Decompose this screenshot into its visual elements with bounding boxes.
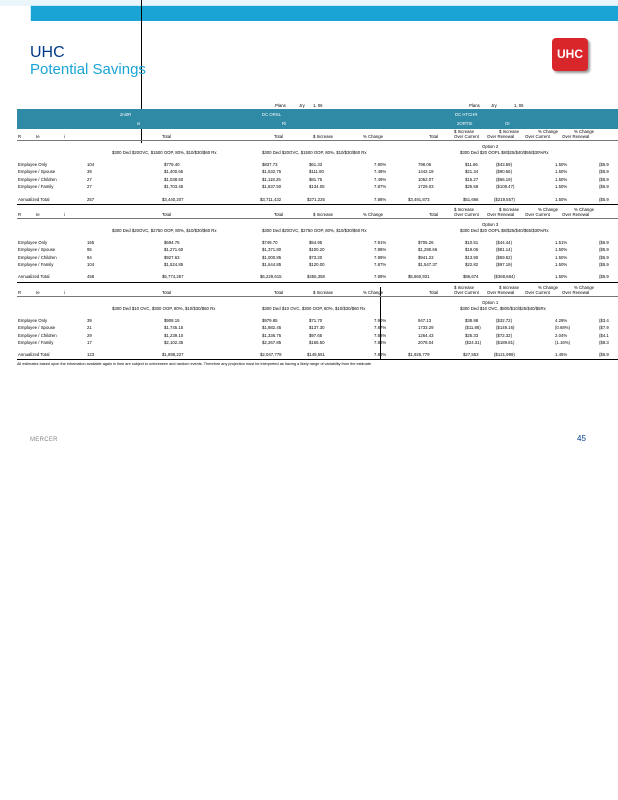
total-cell: $1,925,779	[408, 352, 430, 357]
cell: 2078.04	[418, 340, 434, 345]
total-count: 458	[87, 274, 95, 279]
col-header: Total	[162, 290, 172, 295]
header-band	[17, 109, 618, 129]
total-cell: $1,898,227	[162, 352, 184, 357]
col-header: % Change	[538, 285, 559, 290]
row-label: Employee / Family	[18, 340, 54, 345]
cell: ($72.32)	[496, 333, 513, 338]
cell: ($5.9	[599, 169, 609, 174]
row-label: Employee Only	[18, 162, 48, 167]
total-label: Annualized Total	[18, 274, 50, 279]
col-header: $ Increase	[499, 207, 520, 212]
cell: ($8.3	[599, 340, 609, 345]
cell: $927.63	[164, 255, 180, 260]
cell: 7.89%	[374, 255, 387, 260]
col-header: $ Increase	[313, 134, 334, 139]
plan-description: $300 Ded $20 OOPL $8/$25/$40/$55/$30%Rx	[460, 228, 549, 233]
cell: $908.15	[164, 318, 180, 323]
cell: $1,000.85	[262, 255, 282, 260]
page-number: 45	[577, 434, 586, 443]
total-cell: $2,047,778	[260, 352, 282, 357]
cell: $694.75	[164, 240, 180, 245]
cell: ($5.9	[599, 184, 609, 189]
total-cell: $149,551	[307, 352, 325, 357]
top-label: Plans	[275, 103, 286, 108]
col-header: Over Current	[525, 290, 550, 295]
cell: 1.50%	[555, 255, 568, 260]
plan-description: $300 Ded $10 OVC, $300 OOP, 80%, $10/$30/$60 Rx	[112, 306, 216, 311]
cell: 1733.29	[418, 325, 434, 330]
cell: ($149.16)	[496, 325, 515, 330]
page-subtitle: Potential Savings	[30, 61, 146, 78]
total-cell: ($368,684)	[494, 274, 515, 279]
col-header: Total	[274, 212, 284, 217]
col-header: Over Renewal	[562, 290, 590, 295]
total-cell: ($5.9	[599, 197, 609, 202]
col-header: $ Increase	[313, 212, 334, 217]
row-count: 21	[87, 325, 92, 330]
col-header: $ Increase	[499, 285, 520, 290]
cell: $81.75	[309, 177, 323, 182]
total-cell: 1.45%	[555, 352, 568, 357]
row-label: Employee / Family	[18, 184, 54, 189]
col-header: i	[64, 290, 65, 295]
cell: 7.90%	[374, 162, 387, 167]
cell: $15.27	[465, 177, 479, 182]
col-header: Ie	[36, 134, 40, 139]
row-label: Employee / Spouse	[18, 325, 56, 330]
cell: $941.23	[418, 255, 434, 260]
cell: $165.50	[309, 340, 325, 345]
plan-description: $300 Ded $10 OVC, $300 OOP, 80%, $10/$30/$60 Rx	[262, 306, 366, 311]
cell: $13.90	[465, 255, 479, 260]
col-header: Over Renewal	[487, 134, 515, 139]
cell: $1,271.60	[164, 247, 184, 252]
cell: ($4.1	[599, 333, 609, 338]
cell: $1,532.75	[262, 169, 282, 174]
col-header: Over Current	[454, 290, 479, 295]
col-header: i	[64, 212, 65, 217]
total-label: Annualized Total	[18, 197, 50, 202]
total-cell: $3,491,873	[408, 197, 430, 202]
cell: $1,524.85	[164, 262, 184, 267]
cell: $1,118.25	[262, 177, 281, 182]
col-header: % Change	[363, 212, 384, 217]
cell: 1.50%	[555, 262, 568, 267]
cell: $1,290.66	[418, 247, 438, 252]
row-label: Employee / Children	[18, 333, 57, 338]
row-count: 29	[87, 333, 92, 338]
cell: ($7.9	[599, 325, 609, 330]
cell: 7.87%	[374, 262, 387, 267]
row-count: 27	[87, 184, 92, 189]
cell: ($90.56)	[496, 169, 513, 174]
row-count: 27	[87, 177, 92, 182]
cell: $38.98	[465, 318, 479, 323]
col-header: Ie	[36, 290, 40, 295]
cell: $705.26	[418, 240, 434, 245]
cell: ($5.9	[599, 262, 609, 267]
top-banner-accent	[30, 5, 618, 21]
row-rule	[17, 296, 618, 297]
col-header: R	[18, 290, 22, 295]
cell: 7.90%	[374, 318, 387, 323]
col-header: Total	[274, 290, 284, 295]
cell: ($5.9	[599, 255, 609, 260]
total-count: 123	[87, 352, 95, 357]
col-header: Total	[162, 212, 172, 217]
cell: 4.29%	[555, 318, 568, 323]
total-cell: ($121,999)	[494, 352, 515, 357]
section-rule	[17, 204, 618, 205]
cell: $1,745.15	[164, 325, 184, 330]
total-cell: ($219,557)	[494, 197, 515, 202]
band-label: 2ORTSI	[457, 121, 473, 126]
section-rule	[17, 359, 618, 360]
col-header: % Change	[538, 207, 559, 212]
band-label: Ri	[282, 121, 287, 126]
col-header: % Change	[574, 207, 595, 212]
col-header: Total	[162, 134, 172, 139]
cell: ($24.31)	[465, 340, 482, 345]
cell: 1.50%	[555, 184, 568, 189]
cell: $2,267.85	[262, 340, 282, 345]
total-cell: $455,358	[307, 274, 325, 279]
cell: ($32.72)	[496, 318, 513, 323]
total-cell: 7.88%	[374, 352, 387, 357]
cell: 7.87%	[374, 325, 387, 330]
total-cell: ($5.9	[599, 352, 609, 357]
total-cell: $5,774,257	[162, 274, 184, 279]
band-label: 2ni0R	[120, 112, 132, 117]
cell: 1052.07	[418, 177, 434, 182]
disclaimer-footnote: All estimates based upon the information available again in time are subject to unforeseen and random events. Therefore any projection must be interpreted as having a likely range of variability from the estimate.	[17, 362, 372, 366]
col-header: Ie	[36, 212, 40, 217]
savings-table	[17, 103, 618, 360]
cell: $11.66	[465, 162, 478, 167]
row-count: 165	[87, 240, 95, 245]
col-header: Over Renewal	[487, 290, 515, 295]
col-header: % Change	[574, 129, 595, 134]
total-cell: $51,666	[463, 197, 479, 202]
col-header: Over Renewal	[562, 212, 590, 217]
cell: ($81.14)	[496, 247, 513, 252]
cell: $1,882.45	[262, 325, 282, 330]
cell: $19.06	[465, 247, 479, 252]
total-label: Annualized Total	[18, 352, 50, 357]
section-rule	[17, 282, 618, 283]
uhc-logo: UHC	[552, 38, 588, 71]
cell: $1,239.10	[164, 333, 184, 338]
cell: $120.00	[309, 262, 325, 267]
cell: $979.85	[262, 318, 278, 323]
band-label: ni	[137, 121, 141, 126]
col-header: $ Increase	[313, 290, 334, 295]
col-header: % Change	[363, 290, 384, 295]
cell: $837.73	[262, 162, 278, 167]
cell: $25.58	[465, 184, 479, 189]
cell: 7.88%	[374, 333, 387, 338]
cell: ($108.47)	[496, 184, 515, 189]
total-cell: $27,553	[463, 352, 479, 357]
cell: $111.80	[309, 169, 324, 174]
cell: $97.65	[309, 333, 323, 338]
col-header: $ Increase	[454, 129, 475, 134]
top-banner	[0, 0, 618, 22]
cell: (1.16%)	[555, 340, 571, 345]
total-cell: $6,229,615	[260, 274, 282, 279]
row-count: 39	[87, 169, 92, 174]
col-header: Over Renewal	[487, 212, 515, 217]
cell: ($97.19)	[496, 262, 513, 267]
col-header: Over Current	[525, 134, 550, 139]
row-count: 95	[87, 247, 92, 252]
total-cell: ($5.9	[599, 274, 609, 279]
cell: $1,703.45	[164, 184, 184, 189]
col-header: $ Increase	[499, 129, 520, 134]
row-rule	[17, 218, 618, 219]
col-header: Total	[429, 290, 439, 295]
row-label: Employee Only	[18, 240, 48, 245]
cell: ($3.4	[599, 318, 609, 323]
cell: $71.70	[309, 318, 323, 323]
total-cell: $3,440,207	[162, 197, 184, 202]
top-label: 1, 06	[313, 103, 323, 108]
row-label: Employee / Spouse	[18, 247, 56, 252]
row-label: Employee / Children	[18, 255, 57, 260]
cell: 798.06	[418, 162, 432, 167]
cell: $10.51	[465, 240, 479, 245]
row-label: Employee / Spouse	[18, 169, 56, 174]
cell: ($5.9	[599, 240, 609, 245]
col-header: i	[64, 134, 65, 139]
cell: $1,837.50	[262, 184, 282, 189]
option-label: Option 3	[482, 222, 499, 227]
cell: $134.05	[309, 184, 325, 189]
option-label: Option 1	[482, 300, 499, 305]
cell: ($5.9	[599, 177, 609, 182]
col-header: $ Increase	[454, 207, 475, 212]
col-header: $ Increase	[454, 285, 475, 290]
plan-description: $300 Ded $10 OVC, $800/$10/$25/$40/$5Rx	[460, 306, 546, 311]
total-cell: 1.50%	[555, 197, 568, 202]
cell: $749.70	[262, 240, 278, 245]
cell: 1.50%	[555, 169, 568, 174]
cell: $25.33	[465, 333, 479, 338]
col-header: Total	[274, 134, 284, 139]
band-label: DC HTCHR	[455, 112, 478, 117]
cell: 7.88%	[374, 247, 387, 252]
row-label: Employee / Children	[18, 177, 57, 182]
top-label: Plans	[469, 103, 480, 108]
col-header: % Change	[363, 134, 384, 139]
cell: ($5.9	[599, 247, 609, 252]
col-header: R	[18, 212, 22, 217]
cell: 1.51%	[555, 240, 568, 245]
col-header: Total	[429, 212, 439, 217]
row-label: Employee / Family	[18, 262, 54, 267]
cell: ($44.44)	[496, 240, 513, 245]
cell: $73.20	[309, 255, 323, 260]
top-label: Jry	[491, 103, 497, 108]
row-count: 94	[87, 255, 92, 260]
cell: 1442.19	[418, 169, 434, 174]
cell: (0.68%)	[555, 325, 571, 330]
band-label: DC ORSL	[262, 112, 282, 117]
cell: 1.50%	[555, 162, 568, 167]
total-cell: $3,711,432	[260, 197, 282, 202]
col-header: % Change	[574, 285, 595, 290]
cell: $61.33	[309, 162, 323, 167]
cell: 7.48%	[374, 169, 387, 174]
plan-description: $300 Ded $20OVC, $2750 OOP, 80%, $10/$30/$60 Rx	[112, 228, 217, 233]
top-label: 1, 06	[514, 103, 524, 108]
cell: 7.49%	[374, 177, 387, 182]
row-count: 104	[87, 262, 95, 267]
cell: $22.82	[465, 262, 479, 267]
total-cell: 7.89%	[374, 274, 387, 279]
row-count: 39	[87, 318, 92, 323]
cell: $779.40	[164, 162, 180, 167]
top-label: Jry	[299, 103, 305, 108]
cell: 1264.43	[418, 333, 434, 338]
cell: ($66.19)	[496, 177, 513, 182]
total-cell: 1.50%	[555, 274, 568, 279]
cell: $1,644.85	[262, 262, 282, 267]
total-cell: $271,225	[307, 197, 325, 202]
cell: 1.50%	[555, 177, 568, 182]
option-label: Option 2	[482, 144, 499, 149]
plan-description: $300 Ded $20OVC, $1500 OOP, 80%, $10/$30/$60 Rx	[262, 150, 367, 155]
cell: ($59.52)	[496, 255, 513, 260]
plan-description: $300 Ded $20OVC, $1500 OOP, 80%, $10/$30/$60 Rx	[112, 150, 217, 155]
row-rule	[17, 140, 618, 141]
col-header: R	[18, 134, 22, 139]
row-label: Employee Only	[18, 318, 48, 323]
total-cell: $86,674	[463, 274, 479, 279]
col-header: Total	[429, 134, 439, 139]
cell: $100.20	[309, 247, 325, 252]
cell: 7.87%	[374, 184, 387, 189]
cell: 1729.03	[418, 184, 434, 189]
cell: $2,102.35	[164, 340, 184, 345]
col-header: Over Current	[454, 212, 479, 217]
cell: 1.50%	[555, 247, 568, 252]
col-header: Over Renewal	[562, 134, 590, 139]
col-header: % Change	[538, 129, 559, 134]
plan-description: $300 Ded $20OVC, $2750 OOP, 80%, $10/$30/$60 Rx	[262, 228, 367, 233]
cell: ($43.69)	[496, 162, 513, 167]
page-title: UHC	[30, 44, 65, 61]
cell: $1,400.65	[164, 169, 184, 174]
cell: ($189.81)	[496, 340, 515, 345]
cell: 947.13	[418, 318, 432, 323]
col-header: Over Current	[454, 134, 479, 139]
mercer-brand: MERCER	[30, 437, 58, 443]
col-header: Over Current	[525, 212, 550, 217]
cell: $1,371.80	[262, 247, 282, 252]
total-count: 257	[87, 197, 95, 202]
cell: ($5.9	[599, 162, 609, 167]
row-count: 104	[87, 162, 95, 167]
cell: $1,336.75	[262, 333, 282, 338]
cell: 7.88%	[374, 340, 387, 345]
row-count: 17	[87, 340, 92, 345]
cell: 2.04%	[555, 333, 568, 338]
cell: $137.30	[309, 325, 325, 330]
total-cell: $5,860,931	[408, 274, 430, 279]
cell: $1,547.37	[418, 262, 438, 267]
cell: 7.91%	[374, 240, 387, 245]
cell: $54.95	[309, 240, 323, 245]
band-label: OI	[505, 121, 510, 126]
cell: ($11.86)	[465, 325, 481, 330]
total-cell: 7.88%	[374, 197, 387, 202]
cell: $1,038.50	[164, 177, 184, 182]
plan-description: $300 Ded $20 OOPL $8/$25/$40/$55/$30%Rx	[460, 150, 549, 155]
cell: $21.34	[465, 169, 479, 174]
